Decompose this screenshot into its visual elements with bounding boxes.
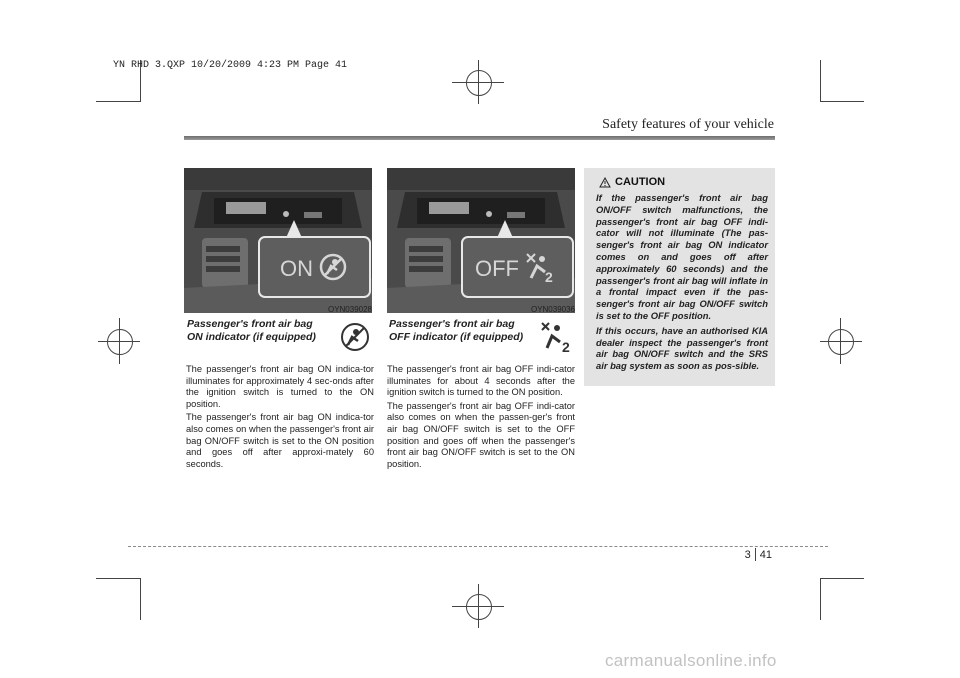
svg-text:2: 2 [545,269,553,284]
photo-code-left: OYN039028 [327,305,372,314]
crop-mark [820,60,821,102]
caption-line: Passenger's front air bag [389,318,515,330]
caption-off-indicator [389,318,534,344]
photo-indicator-label: OFF [475,256,519,281]
crop-mark [820,578,864,579]
paragraph: If this occurs, have an authorised KIA dealer inspect the passenger's front air bag ON/OFF switch and the SRS air bag system as soon as pos-sible. [596,324,768,372]
section-number: 3 [744,548,751,561]
caption-line: OFF indicator (if equipped) [389,331,524,343]
caution-text [596,192,768,375]
crop-mark [140,578,141,620]
airbag-off-symbol-icon [523,250,557,284]
body-text-middle [387,364,575,472]
watermark: carmanualsonline.info [605,651,777,670]
crop-mark [820,578,821,620]
paragraph: The passenger's front air bag OFF indi-cator illuminates for about 4 seconds after the ignition switch is turned to the ON position. [387,364,575,398]
caution-header [599,176,665,188]
crop-mark [96,578,140,579]
airbag-off-symbol-icon [318,252,348,282]
crop-mark [820,101,864,102]
caption-on-indicator [187,318,327,344]
section-header-title: Safety features of your vehicle [602,117,774,132]
airbag-on-icon [336,320,374,354]
photo-code-middle: OYN039036 [530,305,575,314]
caption-line: Passenger's front air bag [187,318,313,330]
page-number-separator [755,548,756,561]
caution-panel [584,168,775,386]
airbag-off-icon [538,320,576,354]
header-rule [184,136,775,140]
print-slug: YN RHD 3.QXP 10/20/2009 4:23 PM Page 41 [113,60,348,71]
photo-indicator-label: ON [280,256,313,281]
footer-rule [128,546,828,547]
paragraph: The passenger's front air bag OFF indi-cator also comes on when the passen-ger's front air bag ON/OFF switch is set to the OFF position and goes off when the passenger's front air bag ON/OFF switch is set to the ON position. [387,400,575,469]
page-number-value: 41 [759,548,772,561]
svg-text:2: 2 [562,339,570,354]
caution-label: CAUTION [615,176,666,188]
paragraph: The passenger's front air bag ON indica-tor also comes on when the passenger's front air bag ON/OFF switch is set to the ON position and goes off after approxi-mately 60 seconds. [186,412,374,469]
warning-triangle-icon [599,177,611,188]
photo-airbag-off-indicator [387,168,575,313]
caption-line: ON indicator (if equipped) [187,331,316,343]
crop-mark [96,101,140,102]
paragraph: If the passenger's front air bag ON/OFF switch malfunctions, the passenger's front air bag OFF indi-cator will not illuminate (The pas-senger's front air bag ON indicator comes on and goes off after approximately 60 seconds) and the passenger's front air bag will inflate in a frontal impact even if the pas-senger's front air bag ON/OFF switch is set to the OFF position. [596,192,768,321]
photo-airbag-on-indicator [184,168,372,313]
paragraph: The passenger's front air bag ON indica-tor illuminates for approximately 4 sec-onds after the ignition switch is turned to the ON position. [186,364,374,409]
page-number [745,548,772,561]
body-text-left [186,364,374,472]
